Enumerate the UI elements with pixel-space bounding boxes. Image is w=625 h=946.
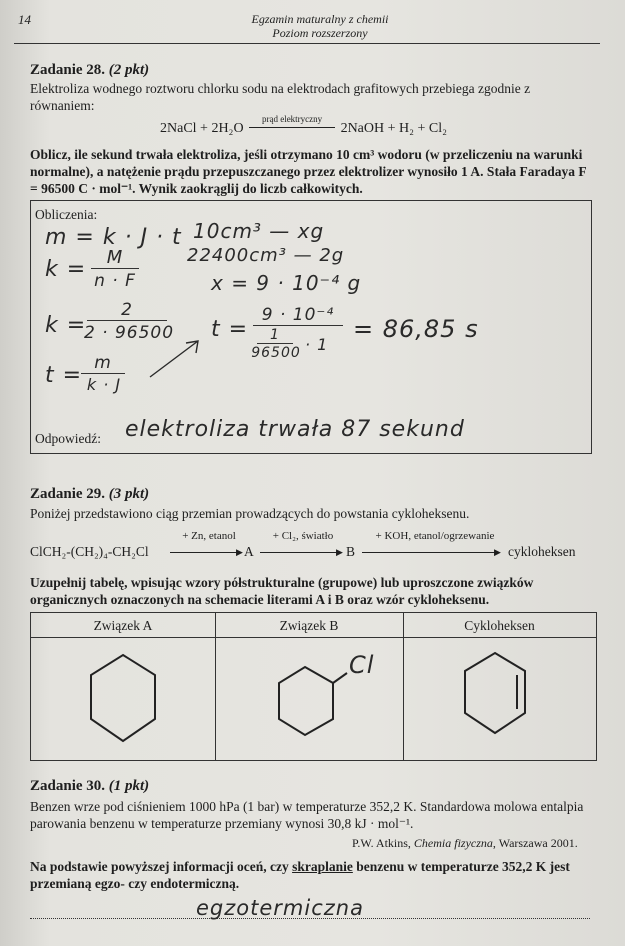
table-header-rule bbox=[31, 637, 596, 638]
scheme-arrow1 bbox=[170, 552, 240, 553]
hw-formula-m: m = k · J · t bbox=[45, 225, 182, 250]
hw-t2-den-num: 1 bbox=[257, 327, 293, 344]
calculation-box bbox=[30, 200, 592, 454]
hw-answer: elektroliza trwała 87 sekund bbox=[125, 417, 465, 442]
scheme-step2: + Cl₂, światło bbox=[272, 530, 334, 542]
task28-equation: 2NaCl + 2H₂O prąd elektryczny 2NaOH + H₂ + Cl₂ bbox=[160, 114, 447, 136]
compounds-table bbox=[30, 612, 597, 761]
page-header-title bbox=[230, 12, 410, 40]
task30-text: Benzen wrze pod ciśnieniem 1000 hPa (1 bar) w temperaturze 352,2 K. Standardowa molowa entalpia parowania benzenu w temperaturze przemiany wynosi 30,8 kJ · mol⁻¹. bbox=[30, 799, 584, 831]
table-divider-1 bbox=[215, 613, 216, 760]
scheme-B: B bbox=[346, 544, 356, 559]
task29-instruction: Uzupełnij tabelę, wpisując wzory półstrukturalne (grupowe) lub uproszczone związków organicznych oznaczonych na schemacie literami A i B oraz wzór cykloheksenu. bbox=[30, 575, 534, 607]
task28-heading: Zadanie 28. (2 pkt) bbox=[30, 62, 150, 78]
hw-t-num: m bbox=[81, 353, 125, 374]
hw-k2-eq: k = bbox=[45, 313, 87, 338]
scheme-A: A bbox=[244, 544, 254, 559]
col-header-a: Związek A bbox=[93, 618, 153, 633]
hw-t2-result: = 86,85 s bbox=[353, 315, 479, 343]
answer-label: Odpowiedź: bbox=[35, 431, 101, 446]
hw-k2-den: 2 · 96500 bbox=[83, 323, 175, 343]
hw-k-eq: k = bbox=[45, 257, 87, 282]
cyclohexane-drawing bbox=[83, 651, 163, 747]
header-title-line2: Poziom rozszerzony bbox=[272, 26, 368, 40]
task30-heading: Zadanie 30. (1 pkt) bbox=[30, 778, 150, 794]
task28-intro: Elektroliza wodnego roztworu chlorku sodu na elektrodach grafitowych przebiega zgodnie z równaniem: bbox=[30, 81, 531, 113]
scheme-step1: + Zn, etanol bbox=[182, 530, 236, 542]
task29-intro: Poniżej przedstawiono ciąg przemian prowadzących do powstania cykloheksenu. bbox=[30, 506, 470, 521]
col-header-cyclohexene: Cykloheksen bbox=[464, 618, 535, 633]
reaction-scheme: ClCH₂-(CH₂)₄-CH₂Cl + Zn, etanol ▶ A + Cl₂, światło ▶ B + KOH, etanol/ogrzewanie ▶ cykloheksen bbox=[30, 530, 576, 559]
scheme-arrow3 bbox=[362, 552, 498, 553]
task28-instruction: Oblicz, ile sekund trwała elektroliza, jeśli otrzymano 10 cm³ wodoru (w przeliczeniu na warunki normalne), a natężenie prądu przepuszczanego przez elektrolizer wynosiło 1 A. Stała Faradaya F = 96500 C · mol⁻¹. Wynik zaokrąglij do liczb całkowitych. bbox=[30, 147, 587, 196]
hw-t2-den-den: 96500 bbox=[251, 345, 301, 361]
hw-k-num: M bbox=[91, 247, 139, 269]
calc-label: Obliczenia: bbox=[35, 207, 98, 222]
hw-t2-num: 9 · 10⁻⁴ bbox=[253, 305, 343, 326]
scheme-arrow2 bbox=[260, 552, 340, 553]
task29-heading: Zadanie 29. (3 pkt) bbox=[30, 486, 150, 502]
col-header-b: Związek B bbox=[279, 618, 339, 633]
hw-k-den: n · F bbox=[94, 271, 136, 291]
chlorine-label: Cl bbox=[349, 651, 375, 679]
hw-t-den: k · J bbox=[86, 375, 122, 394]
header-title-line1: Egzamin maturalny z chemii bbox=[251, 12, 389, 26]
hw-x-result: x = 9 · 10⁻⁴ g bbox=[211, 271, 362, 295]
hw-proportion1: 10cm³ — xg bbox=[193, 219, 325, 243]
hw-proportion2: 22400cm³ — 2g bbox=[187, 245, 345, 266]
hw-t2-times: · 1 bbox=[305, 335, 329, 354]
hw-task30-answer: egzotermiczna bbox=[196, 896, 364, 920]
cyclohexene-drawing bbox=[459, 649, 539, 749]
citation: P.W. Atkins, Chemia fizyczna, Warszawa 2001. bbox=[352, 836, 578, 850]
scheme-start: ClCH₂-(CH₂)₄-CH₂Cl bbox=[30, 544, 149, 559]
task30-instruction: Na podstawie powyższej informacji oceń, czy skraplanie benzenu w temperaturze 352,2 K jest przemianą egzo- czy endotermiczną. bbox=[30, 859, 570, 891]
header-rule bbox=[14, 43, 600, 44]
page-number: 14 bbox=[18, 12, 31, 27]
scheme-step3: + KOH, etanol/ogrzewanie bbox=[375, 530, 495, 542]
hw-t-eq: t = bbox=[45, 363, 83, 388]
hw-t2-eq: t = bbox=[211, 317, 249, 342]
hw-k2-num: 2 bbox=[87, 300, 167, 321]
table-divider-2 bbox=[403, 613, 404, 760]
hw-arrow bbox=[146, 333, 206, 383]
scheme-end: cykloheksen bbox=[508, 544, 576, 559]
